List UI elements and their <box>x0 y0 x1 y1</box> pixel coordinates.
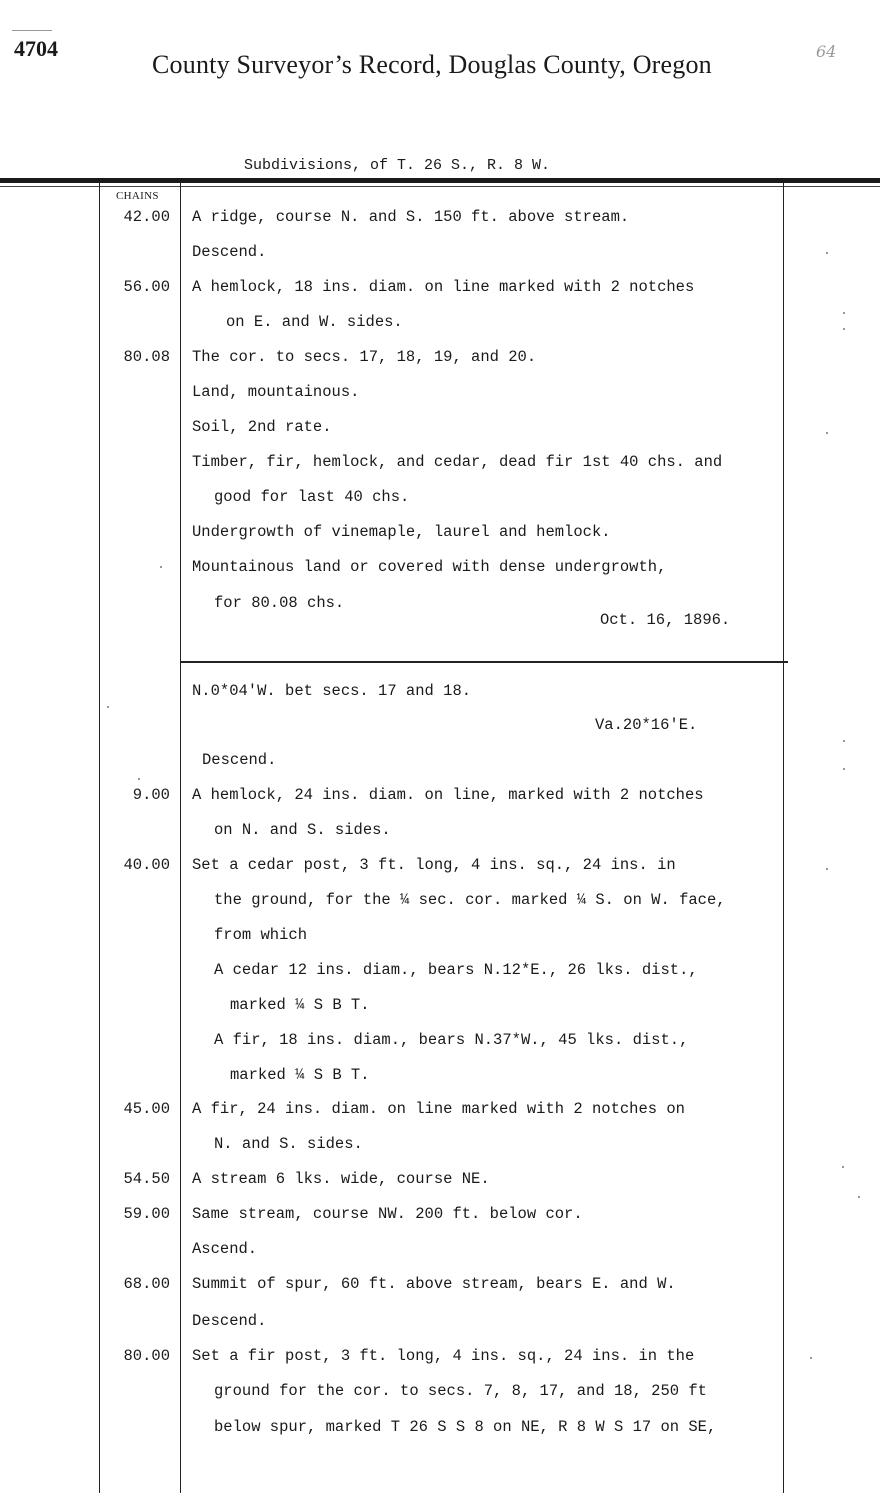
entry-row <box>0 961 880 985</box>
scan-speck <box>826 432 828 434</box>
entry-text: Same stream, course NW. 200 ft. below cor. <box>192 1205 583 1223</box>
scan-speck <box>138 778 140 780</box>
entry-text: The cor. to secs. 17, 18, 19, and 20. <box>192 348 537 366</box>
scan-speck <box>826 252 828 254</box>
chains-value: 54.50 <box>123 1170 170 1188</box>
entry-text: N. and S. sides. <box>214 1135 363 1153</box>
entry-variation: Va.20*16'E. <box>595 716 698 734</box>
chains-value: 80.00 <box>123 1347 170 1365</box>
chains-value: 42.00 <box>123 208 170 226</box>
entry-text: A fir, 24 ins. diam. on line marked with 2 notches on <box>192 1100 685 1118</box>
page-number-rule <box>12 30 52 31</box>
entry-row <box>0 1312 880 1336</box>
chains-value: 40.00 <box>123 856 170 874</box>
entry-text: A fir, 18 ins. diam., bears N.37*W., 45 lks. dist., <box>214 1031 689 1049</box>
entry-row <box>0 821 880 845</box>
entry-row <box>0 1347 880 1371</box>
entry-text: Set a cedar post, 3 ft. long, 4 ins. sq., 24 ins. in <box>192 856 676 874</box>
scan-speck <box>858 1196 860 1198</box>
entry-text: below spur, marked T 26 S S 8 on NE, R 8 W S 17 on SE, <box>214 1418 717 1436</box>
entry-row <box>0 682 880 706</box>
entry-text: A hemlock, 18 ins. diam. on line marked with 2 notches <box>192 278 695 296</box>
entry-text: ground for the cor. to secs. 7, 8, 17, and 18, 250 ft <box>214 1382 707 1400</box>
entry-text: marked ¼ S B T. <box>230 996 370 1014</box>
entry-date-row <box>0 611 880 635</box>
entry-row <box>0 1135 880 1159</box>
entry-row <box>0 891 880 915</box>
entry-text: Ascend. <box>192 1240 258 1258</box>
entry-row <box>0 1418 880 1442</box>
entry-text: from which <box>214 926 308 944</box>
scan-speck <box>843 740 845 742</box>
chains-value: 56.00 <box>123 278 170 296</box>
entry-text: Descend. <box>192 243 267 261</box>
entry-row <box>0 348 880 372</box>
scan-speck <box>842 1166 844 1168</box>
page-title: County Surveyor’s Record, Douglas County, Oregon <box>152 50 712 79</box>
chains-value: 80.08 <box>123 348 170 366</box>
scan-speck <box>843 328 845 330</box>
entry-text: on E. and W. sides. <box>226 313 403 331</box>
scan-speck <box>160 566 162 568</box>
chains-value: 59.00 <box>123 1205 170 1223</box>
entry-row <box>0 1240 880 1264</box>
entry-row <box>0 926 880 950</box>
section-subtitle: Subdivisions, of T. 26 S., R. 8 W. <box>244 157 551 174</box>
entry-row <box>0 751 880 775</box>
chains-value: 45.00 <box>123 1100 170 1118</box>
entry-text: Summit of spur, 60 ft. above stream, bears E. and W. <box>192 1275 676 1293</box>
entry-row <box>0 383 880 407</box>
entry-text: for 80.08 chs. <box>214 594 345 612</box>
scan-speck <box>107 706 109 708</box>
entry-row <box>0 1031 880 1055</box>
chains-value: 9.00 <box>132 786 170 804</box>
entry-text: A ridge, course N. and S. 150 ft. above stream. <box>192 208 630 226</box>
entry-row <box>0 1275 880 1299</box>
entry-row <box>0 856 880 880</box>
entry-row <box>0 716 880 740</box>
entry-row <box>0 1382 880 1406</box>
header-rule-thick <box>0 178 880 183</box>
entry-row <box>0 1170 880 1194</box>
entry-row <box>0 1066 880 1090</box>
entry-text: good for last 40 chs. <box>214 488 410 506</box>
entry-text: Land, mountainous. <box>192 383 360 401</box>
entry-text: on N. and S. sides. <box>214 821 391 839</box>
entry-divider <box>180 661 788 663</box>
entry-text: A hemlock, 24 ins. diam. on line, marked with 2 notches <box>192 786 704 804</box>
entry-text: Set a fir post, 3 ft. long, 4 ins. sq., 24 ins. in the <box>192 1347 695 1365</box>
entry-row <box>0 313 880 337</box>
entry-text: Mountainous land or covered with dense undergrowth, <box>192 558 667 576</box>
entry-text: A stream 6 lks. wide, course NE. <box>192 1170 490 1188</box>
scan-speck <box>843 768 845 770</box>
entry-row <box>0 278 880 302</box>
scan-speck <box>826 868 828 870</box>
entry-text: N.0*04'W. bet secs. 17 and 18. <box>192 682 472 700</box>
entry-row <box>0 418 880 442</box>
entry-row <box>0 1100 880 1124</box>
header-rule-thin <box>0 186 880 187</box>
entry-text: Timber, fir, hemlock, and cedar, dead fir 1st 40 chs. and <box>192 453 723 471</box>
page-number: 4704 <box>14 36 58 61</box>
entry-row <box>0 1205 880 1229</box>
entry-text: the ground, for the ¼ sec. cor. marked ¼ S. on W. face, <box>214 891 726 909</box>
entry-row <box>0 208 880 232</box>
entry-text: marked ¼ S B T. <box>230 1066 370 1084</box>
entry-row <box>0 243 880 267</box>
chains-column-header: CHAINS <box>116 190 159 202</box>
entry-row <box>0 786 880 810</box>
entry-text: Descend. <box>202 751 277 769</box>
entry-date: Oct. 16, 1896. <box>600 611 731 629</box>
entry-row <box>0 558 880 582</box>
entry-text: A cedar 12 ins. diam., bears N.12*E., 26 lks. dist., <box>214 961 698 979</box>
entry-row <box>0 488 880 512</box>
entry-row <box>0 996 880 1020</box>
margin-note: 64 <box>816 42 837 61</box>
entry-row <box>0 523 880 547</box>
entry-text: Soil, 2nd rate. <box>192 418 332 436</box>
entry-text: Descend. <box>192 1312 267 1330</box>
scan-speck <box>843 312 845 314</box>
chains-value: 68.00 <box>123 1275 170 1293</box>
scan-speck <box>810 1357 812 1359</box>
entry-row <box>0 453 880 477</box>
entry-text: Undergrowth of vinemaple, laurel and hemlock. <box>192 523 611 541</box>
